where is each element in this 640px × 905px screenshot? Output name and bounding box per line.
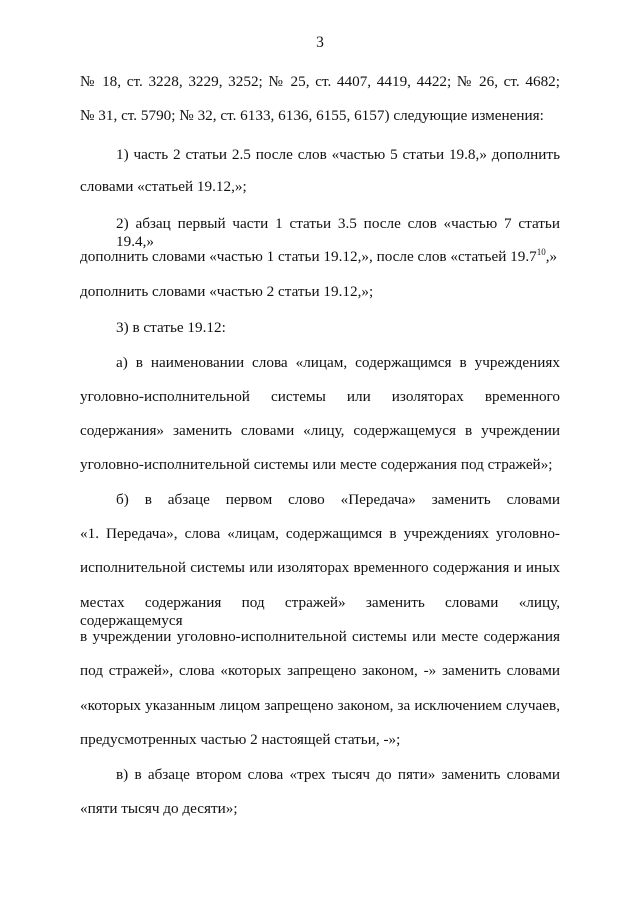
text-line-5: 2) абзац первый части 1 статьи 3.5 после слов «частью 7 статьи 19.4,» xyxy=(116,215,560,250)
text-line-9: а) в наименовании слова «лицам, содержащимся в учреждениях xyxy=(116,354,560,371)
text-line-2: № 31, ст. 5790; № 32, ст. 6133, 6136, 6155, 6157) следующие изменения: xyxy=(80,107,544,124)
text-line-6-main: дополнить словами «частью 1 статьи 19.12,», после слов «статьей 19.7 xyxy=(80,248,537,265)
text-line-14: «1. Передача», слова «лицам, содержащимся в учреждениях уголовно- xyxy=(80,525,560,542)
text-line-4: словами «статьей 19.12,»; xyxy=(80,178,247,195)
text-line-7: дополнить словами «частью 2 статьи 19.12,»; xyxy=(80,283,374,300)
page-number: 3 xyxy=(316,34,324,51)
text-line-3: 1) часть 2 статьи 2.5 после слов «частью 5 статьи 19.8,» дополнить xyxy=(116,146,560,163)
text-line-15: исполнительной системы или изоляторах временного содержания и иных xyxy=(80,559,560,576)
text-line-17: в учреждении уголовно-исполнительной системы или месте содержания xyxy=(80,628,560,645)
text-line-11: содержания» заменить словами «лицу, содержащемуся в учреждении xyxy=(80,422,560,439)
text-line-21: в) в абзаце втором слова «трех тысяч до пяти» заменить словами xyxy=(116,766,560,783)
text-line-16: местах содержания под стражей» заменить словами «лицу, содержащемуся xyxy=(80,594,560,629)
text-line-6-end: ,» xyxy=(545,248,558,265)
text-line-6 xyxy=(80,248,560,266)
text-line-10: уголовно-исполнительной системы или изоляторах временного xyxy=(80,388,560,405)
superscript-10: 10 xyxy=(536,247,546,257)
text-line-19: «которых указанным лицом запрещено законом, за исключением случаев, xyxy=(80,697,560,714)
text-line-22: «пяти тысяч до десяти»; xyxy=(80,800,238,817)
text-line-12: уголовно-исполнительной системы или месте содержания под стражей»; xyxy=(80,456,553,473)
text-line-18: под стражей», слова «которых запрещено законом, -» заменить словами xyxy=(80,662,560,679)
text-line-1: № 18, ст. 3228, 3229, 3252; № 25, ст. 4407, 4419, 4422; № 26, ст. 4682; xyxy=(80,73,560,90)
text-line-8: 3) в статье 19.12: xyxy=(116,319,226,336)
text-line-20: предусмотренных частью 2 настоящей статьи, -»; xyxy=(80,731,401,748)
text-line-13: б) в абзаце первом слово «Передача» заменить словами xyxy=(116,491,560,508)
